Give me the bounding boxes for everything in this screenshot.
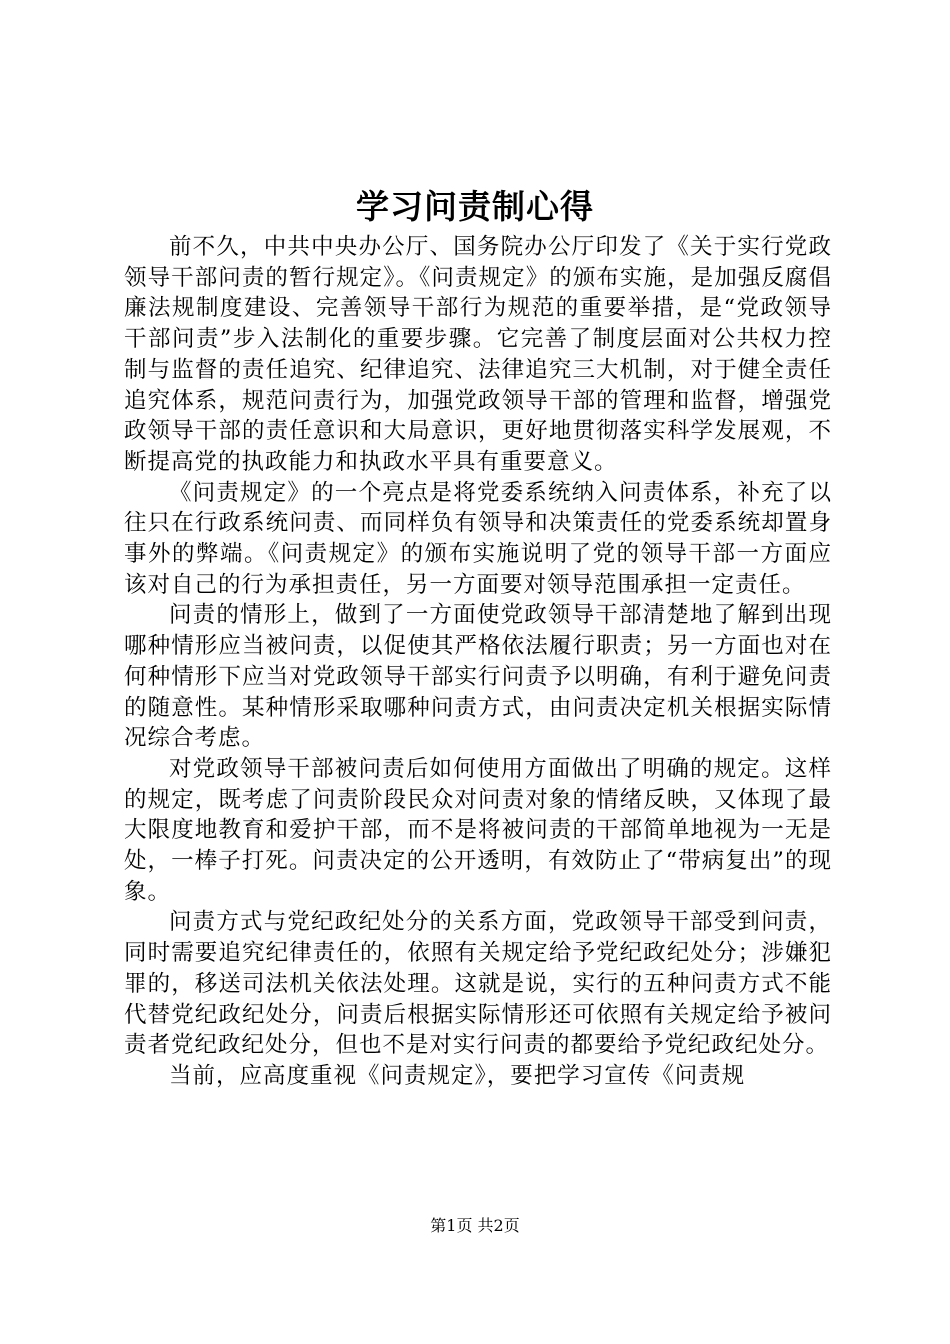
paragraph-3: 问责的情形上，做到了一方面使党政领导干部清楚地了解到出现哪种情形应当被问责，以促使其严格依法履行职责；另一方面也对在何种情形下应当对党政领导干部实行问责予以明确，有利于避免问责的随意性。某种情形采取哪种问责方式，由问责决定机关根据实际情况综合考虑。 [124, 602, 832, 752]
paragraph-1: 前不久，中共中央办公厅、国务院办公厅印发了《关于实行党政领导干部问责的暂行规定》。《问责规定》的颁布实施，是加强反腐倡廉法规制度建设、完善领导干部行为规范的重要举措，是“党政领导干部问责”步入法制化的重要步骤。它完善了制度层面对公共权力控制与监督的责任追究、纪律追究、法律追究三大机制，对于健全责任追究体系，规范问责行为，加强党政领导干部的管理和监督，增强党政领导干部的责任意识和大局意识，更好地贯彻落实科学发展观，不断提高党的执政能力和执政水平具有重要意义。 [124, 234, 832, 475]
paragraph-5: 问责方式与党纪政纪处分的关系方面，党政领导干部受到问责，同时需要追究纪律责任的，依照有关规定给予党纪政纪处分；涉嫌犯罪的，移送司法机关依法处理。这就是说，实行的五种问责方式不能代替党纪政纪处分，问责后根据实际情形还可依照有关规定给予被问责者党纪政纪处分，但也不是对实行问责的都要给予党纪政纪处分。 [124, 909, 832, 1059]
paragraph-6: 当前，应高度重视《问责规定》，要把学习宣传《问责规 [169, 1062, 746, 1089]
paragraph-2: 《问责规定》的一个亮点是将党委系统纳入问责体系，补充了以往只在行政系统问责、而同样负有领导和决策责任的党委系统却置身事外的弊端。《问责规定》的颁布实施说明了党的领导干部一方面应该对自己的行为承担责任，另一方面要对领导范围承担一定责任。 [124, 479, 832, 598]
page-number-footer: 第1页 共2页 [430, 1216, 520, 1235]
document-title: 学习问责制心得 [356, 187, 594, 226]
paragraph-4: 对党政领导干部被问责后如何使用方面做出了明确的规定。这样的规定，既考虑了问责阶段民众对问责对象的情绪反映，又体现了最大限度地教育和爱护干部，而不是将被问责的干部简单地视为一无是处，一棒子打死。问责决定的公开透明，有效防止了“带病复出”的现象。 [124, 755, 832, 905]
document-body [124, 232, 832, 1092]
